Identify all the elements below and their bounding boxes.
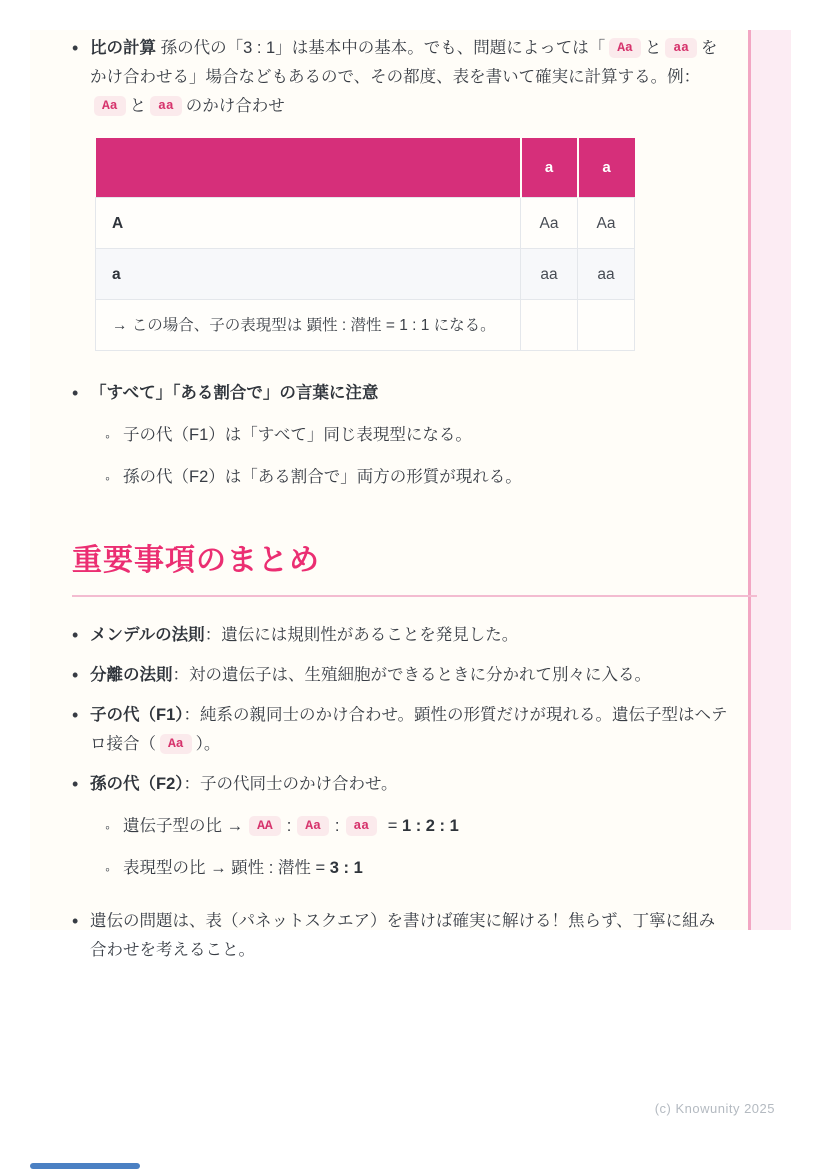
right-pink-stripe: [748, 30, 791, 930]
table-header-row: [96, 138, 635, 198]
ratio-label: 表現型の比 → 顕性 : 潜性 =: [123, 859, 326, 877]
sub-item-text: 子の代（F1）は「すべて」同じ表現型になる。: [123, 426, 472, 444]
sub-item-text: 孫の代（F2）は「ある割合で」両方の形質が現れる。: [123, 468, 522, 486]
genotype-badge: aa: [665, 38, 697, 58]
summary-item: 遺伝の問題は、表（パネットスクエア）を書けば確実に解ける！焦らず、丁寧に組み合わせを考えること。: [90, 912, 716, 959]
bottom-blue-bar: [30, 1163, 140, 1169]
phenotype-ratio-line: [123, 854, 728, 883]
list-item: [72, 770, 728, 896]
table-cell: [578, 300, 635, 351]
section-divider: [72, 595, 757, 597]
list-item: [72, 701, 728, 759]
f2-sublist: [105, 812, 728, 884]
bullet-marker: •: [72, 625, 79, 645]
bullet-marker: ◦: [105, 819, 110, 835]
table-cell: Aa: [578, 198, 635, 249]
table-header-cell: a: [578, 138, 635, 198]
genotype-badge: Aa: [609, 38, 641, 58]
bullet-marker: •: [72, 705, 79, 725]
attention-sublist: [105, 421, 728, 493]
table-cell: aa: [521, 249, 578, 300]
genotype-badge: Aa: [94, 96, 126, 116]
summary-text: ：子の代同士のかけ合わせ。: [183, 775, 398, 793]
bullet-marker: •: [72, 911, 79, 931]
genotype-badge: Aa: [160, 734, 192, 754]
summary-item: [90, 701, 728, 759]
genotype-badge: AA: [249, 816, 281, 836]
summary-text: ）。: [195, 735, 221, 753]
bullet-marker: ◦: [105, 861, 110, 877]
punnett-square-table: [95, 138, 635, 351]
attention-bullet-body: [90, 379, 728, 505]
bullet-marker: ◦: [105, 428, 110, 444]
summary-item: [90, 621, 728, 650]
table-row: [96, 249, 635, 300]
summary-term: 子の代（F1）: [90, 706, 184, 724]
phenotype-ratio-value: 3 : 1: [329, 859, 363, 877]
bullet-marker: •: [72, 383, 79, 403]
row-label-cell: a: [96, 249, 521, 300]
summary-item: [90, 770, 728, 896]
copyright-text: (c) Knowunity 2025: [654, 1101, 775, 1116]
table-corner-cell: [96, 138, 521, 198]
table-cell: [521, 300, 578, 351]
list-item: [105, 463, 728, 493]
notes-list: [72, 34, 728, 505]
ratio-bullet-segment: 孫の代の「3 : 1」は基本中の基本。でも、問題によっては「: [156, 39, 606, 57]
table-row: [96, 198, 635, 249]
row-label-cell: A: [96, 198, 521, 249]
bullet-marker: •: [72, 38, 79, 58]
bullet-marker: ◦: [105, 470, 110, 486]
ratio-bullet-term: 比の計算: [90, 39, 156, 57]
table-cell: Aa: [521, 198, 578, 249]
attention-bullet-title: 「すべて」「ある割合で」の言葉に注意: [90, 384, 379, 402]
ratio-separator: :: [334, 817, 340, 835]
list-item: [72, 661, 728, 690]
genotype-badge: aa: [150, 96, 182, 116]
ratio-bullet-segment: と: [644, 39, 662, 57]
summary-term: 孫の代（F2）: [90, 775, 184, 793]
table-header-cell: a: [521, 138, 578, 198]
section-heading: 重要事項のまとめ: [72, 544, 320, 577]
ratio-bullet-segment: と: [129, 97, 147, 115]
summary-term: メンデルの法則: [90, 626, 205, 644]
table-cell: aa: [578, 249, 635, 300]
summary-list: [72, 621, 728, 965]
bullet-marker: •: [72, 774, 79, 794]
list-item: [72, 907, 728, 965]
ratio-bullet-segment: をかけ合わせる」場合などもあるので、その都度、表を書いて確実に計算する。例：: [90, 39, 718, 86]
summary-item: [90, 661, 728, 690]
list-item: [105, 421, 728, 451]
genotype-badge: aa: [346, 816, 378, 836]
list-item: [105, 854, 728, 884]
genotype-ratio-value: 1 : 2 : 1: [401, 817, 459, 835]
ratio-bullet-segment: のかけ合わせ: [185, 97, 285, 115]
ratio-bullet-body: [90, 34, 728, 378]
bullet-marker: •: [72, 665, 79, 685]
list-item: [72, 621, 728, 650]
list-item: [72, 379, 728, 505]
table-note-row: [96, 300, 635, 351]
document-content: [72, 34, 728, 976]
summary-term: 分離の法則: [90, 666, 173, 684]
ratio-equals: =: [387, 817, 398, 835]
summary-text: ：純系の親同士のかけ合わせ。顕性の形質だけが現れる。遺伝子型はヘテロ接合（: [90, 706, 728, 753]
ratio-separator: :: [286, 817, 292, 835]
summary-text: ：遺伝には規則性があることを発見した。: [204, 626, 519, 644]
table-note-cell: → この場合、子の表現型は 顕性 : 潜性 = 1 : 1 になる。: [96, 300, 521, 351]
ratio-bullet-text: [90, 34, 728, 121]
summary-text: ：対の遺伝子は、生殖細胞ができるときに分かれて別々に入る。: [172, 666, 651, 684]
ratio-label: 遺伝子型の比 →: [123, 817, 244, 835]
list-item: [105, 812, 728, 842]
list-item: [72, 34, 728, 378]
genotype-ratio-line: [123, 812, 728, 841]
genotype-badge: Aa: [297, 816, 329, 836]
